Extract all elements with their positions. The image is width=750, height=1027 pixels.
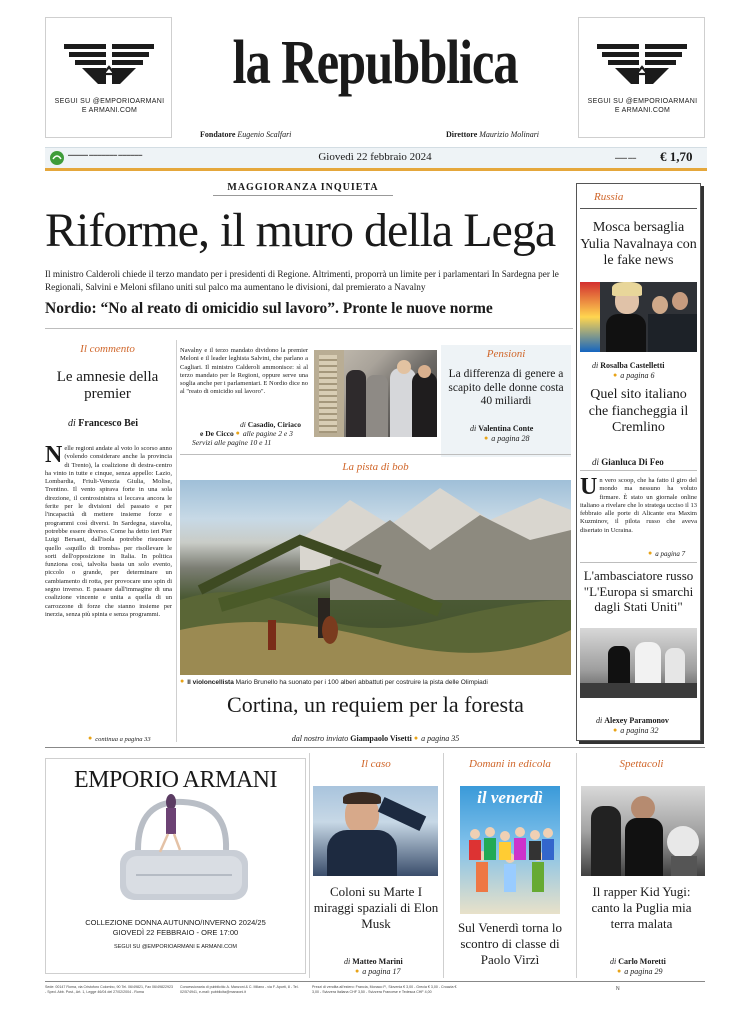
spettacoli-byline (610, 957, 666, 966)
edicola-kicker: Domani in edicola (469, 758, 551, 770)
edicola-headline[interactable]: Sul Venerdì torna lo scontro di classe di Paolo Virzì (457, 920, 563, 967)
russia-byline-3 (596, 716, 669, 725)
navalny-col-body: Navalny e il terzo mandato dividono la premier Meloni e il leader leghista Salvini, che parlano a Cagliari. Il ministro Calderoli ammonisce: sì al terzo mandato per le Regioni, oppure serve una soglia anche per i parlamentari. E Nordio dice no al "reato di omicidio sul lavoro". (180, 347, 308, 396)
issue-number: ▬▬▬ ▬▬ (615, 155, 637, 160)
kid-yugi-photo (581, 786, 705, 876)
left-ad-line-2: E ARMANI.COM (81, 107, 138, 114)
russia-body-2 (580, 474, 697, 535)
spettacoli-kicker: Spettacoli (619, 758, 664, 770)
spettacoli-headline[interactable]: Il rapper Kid Yugi: canto la Puglia mia terra malata (591, 884, 692, 931)
navalny-col-authors-2-text: e De Cicco (200, 429, 234, 438)
mountain-scene (180, 480, 571, 675)
venerdi-cover (460, 786, 560, 914)
pensioni-kicker: Pensioni (486, 348, 526, 360)
lead-headline[interactable]: Riforme, il muro della Lega (45, 204, 556, 257)
price: € 1,70 (660, 149, 693, 164)
russia-author3-prefix: di (596, 716, 603, 725)
bob-caption-text: Mario Brunello ha suonato per i 100 alberi abbattuti per costruire la pista delle Olimpiadi (235, 679, 488, 686)
pensioni-headline[interactable]: La differenza di genere a scapito delle donne costa 40 miliardi (448, 368, 564, 407)
recycle-icon (49, 150, 65, 166)
russia-author2: Gianluca Di Feo (601, 457, 664, 467)
lead-summary: Il ministro Calderoli chiede il terzo mandato per i presidenti di Regione. Altrimenti, proporrà un limite per i parlamentari In Sardegna per le Regionali, Salvini e Meloni sfilano uniti sul palco ma aumentano le divisioni, dal premierato a Navalny (45, 269, 559, 292)
pensioni-author: Valentina Conte (478, 424, 534, 433)
russia-body-2-text: n vero scoop, che ha fatto il giro del mondo ma nessuno ha voluto firmare. È stato un giornale online italiano a rivelare che lo stratega ucciso il 13 febbraio alle porte di Alicante era Maxim Kuzminov, il pilota russo che aveva disertato in Ucraina. (580, 477, 697, 534)
navalny-col-pages[interactable]: ● alle pagine 2 e 3 (236, 429, 293, 438)
founder-name: Eugenio Scalfari (237, 130, 292, 139)
russia-headline-2[interactable]: Quel sito italiano che fiancheggia il Cremlino (588, 387, 689, 435)
navalny-col-authors-names: Casadio, Ciriaco (247, 420, 302, 429)
left-ad-line-1: SEGUI SU @EMPORIOARMANI (54, 98, 165, 105)
ad-brand: EMPORIO ARMANI (73, 767, 278, 793)
armani-eagle-logo (62, 40, 156, 90)
footer-col-3: Prezzi di vendita all'estero: Francia, Monaco P., Slovenia € 3,00 - Grecia € 3,00 - Croazia € 3,00 - Svizzera Italiana CHF 3,50 - Svizzera Francese e Tedesca CHF 4,00 (312, 985, 457, 994)
russia-byline-2 (592, 457, 664, 467)
lead-second-headline[interactable]: Nordio: “No al reato di omicidio sul lavoro”. Pronte le nuove norme (45, 300, 493, 317)
right-ad-line-2: E ARMANI.COM (614, 107, 671, 114)
commento-title[interactable]: Le amnesie della premier (56, 369, 159, 402)
venerdi-masthead: il venerdì (477, 788, 543, 807)
founder (200, 130, 291, 139)
bob-byline (180, 734, 571, 743)
handbag-illustration (108, 790, 258, 910)
masthead-left-ad[interactable] (45, 17, 172, 138)
russia-page-3[interactable]: ● a pagina 32 (613, 726, 658, 735)
bob-headline[interactable]: Cortina, un requiem per la foresta (227, 692, 524, 717)
masthead-right-ad[interactable] (578, 17, 705, 138)
cellist-forest-photo (180, 480, 571, 675)
caso-kicker: Il caso (361, 758, 391, 770)
lead-kicker: MAGGIORANZA INQUIETA (213, 182, 393, 196)
footer-page-number: N (616, 986, 620, 992)
navalnaya-photo (580, 282, 697, 352)
meloni-salvini-photo (314, 350, 437, 437)
armani-eagle-logo (595, 40, 689, 90)
russia-kicker: Russia (594, 191, 624, 203)
russia-author2-prefix: di (592, 457, 600, 467)
bob-byline-author: Giampaolo Visetti (350, 734, 412, 743)
spettacoli-author-prefix: di (610, 957, 617, 966)
commento-byline (68, 418, 138, 429)
russia-author3: Alexey Paramonov (604, 716, 669, 725)
russia-page[interactable]: ● a pagina 6 (613, 371, 654, 380)
pensioni-byline (470, 424, 533, 433)
commento-author-prefix: di (68, 418, 76, 429)
pensioni-page[interactable]: ● a pagina 28 (484, 434, 529, 443)
footer-col-1: Sede: 00147 Roma, via Cristoforo Colombo, 90 Tel. 06/49821, Fax 06/49822923 - Sped. Abb. Post., Art. 1, Legge 46/04 del 27/02/2004 - Roma (45, 985, 173, 994)
caso-headline[interactable]: Coloni su Marte I miraggi spaziali di Elon Musk (313, 884, 439, 931)
bob-caption-lead: ● Il violoncellista (180, 679, 234, 686)
russia-page-2[interactable]: ● a pagina 7 (648, 549, 685, 558)
spettacoli-author: Carlo Moretti (618, 957, 666, 966)
ad-line-2: GIOVEDÌ 22 FEBBRAIO - ORE 17:00 (112, 928, 239, 937)
russia-byline (592, 361, 664, 370)
bob-byline-prefix: dal nostro inviato (291, 734, 349, 743)
caso-author: Matteo Marini (352, 957, 403, 966)
bob-page[interactable]: ● a pagina 35 (414, 734, 459, 743)
footer-col-2: Concessionaria di pubblicità: A. Manzoni & C. Milano - via F. Aporti, 8 - Tel. 02/574941, e-mail: pubblicita@manzoni.it (180, 985, 299, 994)
recycle-note: ▬▬▬▬▬ ▬▬▬▬▬▬▬ ▬▬▬▬▬▬ (68, 152, 143, 157)
russia-headline[interactable]: Mosca bersaglia Yulia Navalnaya con le fake news (580, 220, 697, 268)
commento-continue[interactable]: ● continua a pagina 33 (88, 734, 151, 744)
commento-kicker: Il commento (80, 343, 135, 355)
navalny-col-authors-prefix: di (240, 420, 246, 429)
paramonov-photo (580, 628, 697, 698)
ad-line-1: COLLEZIONE DONNA AUTUNNO/INVERNO 2024/25 (85, 918, 266, 927)
bob-kicker: La pista di bob (342, 461, 409, 473)
ad-line-3: SEGUI SU @EMPORIOARMANI E ARMANI.COM (114, 944, 237, 950)
director-name: Maurizio Molinari (479, 130, 540, 139)
musk-photo (313, 786, 438, 876)
spettacoli-page[interactable]: ● a pagina 29 (617, 967, 662, 976)
issue-date: Giovedì 22 febbraio 2024 (318, 151, 432, 163)
founder-label: Fondatore (200, 130, 236, 139)
venerdi-crowd (460, 814, 560, 914)
pensioni-author-prefix: di (470, 424, 477, 433)
navalny-col-services: Servizi alle pagine 10 e 11 (192, 438, 272, 447)
russia-author-prefix: di (592, 361, 599, 370)
russia-headline-3[interactable]: L'ambasciatore russo "L'Europa si smarchi dagli Stati Uniti" (583, 568, 694, 614)
commento-text: elle regioni andate al voto lo scorso anno (volendo considerare anche la provincia di Trento), la coalizione di destra-centro ha vinto in tutte e cinque, senza appello: Lazio, Lombardia, Friuli-Venezia Giulia, Molise, Trentino. Il vento spirava forte in una sola direzione, il centrosinistra si leccava ancora le ferite per le divisioni del passato e per l'incapacità di mettere insieme forze e programmi così diversi. In Sardegna, stavolta, potrebbe essere diverso. Come ha detto ieri Pier Luigi Bersani, dall'isola potrebbe risuonare quello «squillo di tromba» per risollevare le sorti dell'opposizione in Italia. In politica funziona così, talvolta basta un solo evento, piccolo o grande, per determinare un cambiamento di rotta, per provocare uno spin di segno inverso. E passare dall'immagine di una coalizione vincente e unita a quella di un carrozzone di forze che stanno insieme per inerzia, senza più spinta e senza programmi. (45, 445, 172, 618)
commento-body (45, 445, 172, 735)
russia-author: Rosalba Castelletti (600, 361, 665, 370)
commento-dropcap: N (45, 445, 63, 468)
director (446, 130, 539, 139)
navalny-col-authors-2 (200, 429, 293, 438)
right-ad-line-1: SEGUI SU @EMPORIOARMANI (587, 98, 698, 105)
russia-dropcap: U (580, 474, 598, 500)
navalny-col-authors (240, 420, 301, 429)
caso-author-prefix: di (344, 957, 351, 966)
commento-author: Francesco Bei (78, 418, 138, 429)
caso-page[interactable]: ● a pagina 17 (355, 967, 400, 976)
bob-caption (180, 678, 571, 686)
masthead-title[interactable]: la Repubblica (232, 29, 518, 97)
caso-byline (344, 957, 403, 966)
director-label: Direttore (446, 130, 478, 139)
